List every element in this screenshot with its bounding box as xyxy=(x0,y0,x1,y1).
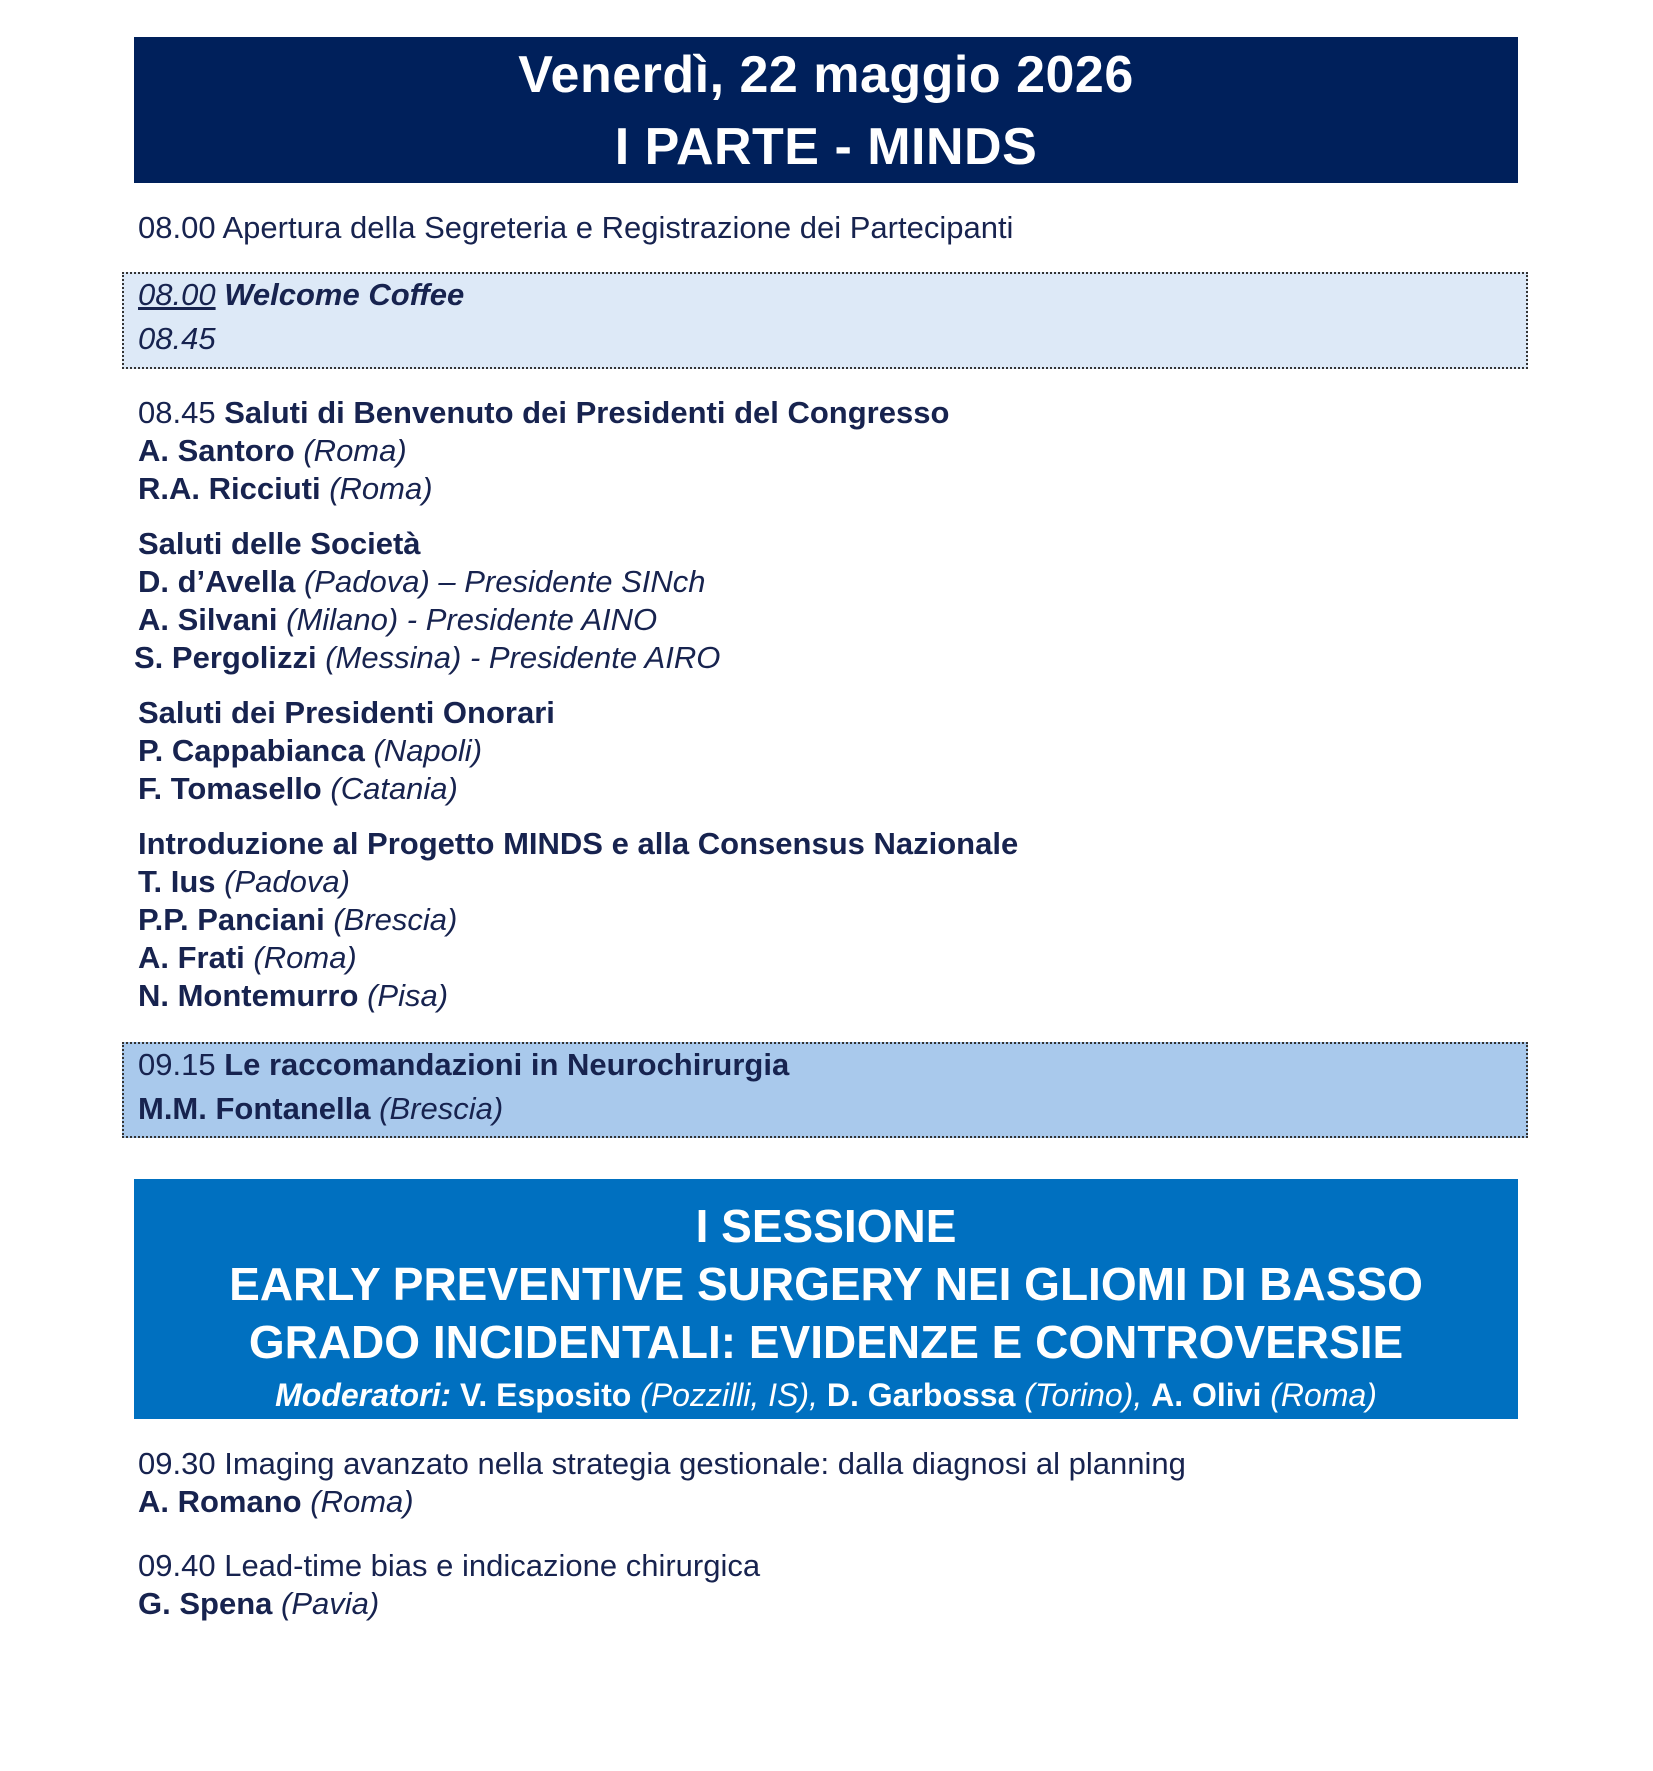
societies-title: Saluti delle Società xyxy=(138,526,421,561)
honorary-title: Saluti dei Presidenti Onorari xyxy=(138,695,555,730)
speaker-line xyxy=(134,639,720,677)
talk-line xyxy=(138,1547,760,1585)
speaker-city: (Napoli) xyxy=(373,733,483,768)
speaker-role: - Presidente AINO xyxy=(398,602,658,637)
talk-time: 09.40 xyxy=(138,1548,216,1583)
speaker-city: (Padova) xyxy=(224,864,350,899)
speaker-line xyxy=(138,470,433,508)
speaker-name: D. d’Avella xyxy=(138,564,296,599)
part-title: I PARTE - MINDS xyxy=(614,118,1038,176)
speaker-city: (Catania) xyxy=(330,771,458,806)
speaker-line xyxy=(138,601,657,639)
speaker-city: (Roma) xyxy=(310,1484,414,1519)
welcome-title: Saluti di Benvenuto dei Presidenti del Congresso xyxy=(224,395,950,430)
speaker-line xyxy=(138,901,457,939)
session-moderators xyxy=(134,1373,1518,1417)
speaker-city: (Messina) xyxy=(325,640,462,675)
speaker-city: (Roma) xyxy=(253,940,357,975)
registration-text: Apertura della Segreteria e Registrazione dei Partecipanti xyxy=(222,210,1014,245)
coffee-line xyxy=(138,276,464,314)
neuro-line xyxy=(138,1046,789,1084)
welcome-line xyxy=(138,394,949,432)
moderator-name: V. Esposito xyxy=(459,1377,632,1413)
neuro-time: 09.15 xyxy=(138,1047,216,1082)
moderator-name: D. Garbossa xyxy=(826,1377,1016,1413)
speaker-city: (Padova) xyxy=(303,564,430,599)
speaker-name: R.A. Ricciuti xyxy=(138,471,321,506)
day-header xyxy=(134,37,1518,183)
coffee-end-line xyxy=(138,320,216,358)
speaker-city: (Roma) xyxy=(329,471,433,506)
moderator-name: A. Olivi xyxy=(1151,1377,1262,1413)
speaker-name: P.P. Panciani xyxy=(138,902,325,937)
session-subtitle-2: GRADO INCIDENTALI: EVIDENZE E CONTROVERSIE xyxy=(248,1316,1404,1368)
session-title: I SESSIONE xyxy=(695,1200,957,1252)
coffee-title: Welcome Coffee xyxy=(224,277,465,312)
speaker-city: (Roma) xyxy=(303,433,407,468)
intro-title: Introduzione al Progetto MINDS e alla Consensus Nazionale xyxy=(138,826,1019,861)
talk-text: Lead-time bias e indicazione chirurgica xyxy=(224,1548,761,1583)
moderator-city: (Torino) xyxy=(1024,1377,1134,1413)
talk-text: Imaging avanzato nella strategia gestionale: dalla diagnosi al planning xyxy=(224,1446,1186,1481)
speaker-city: (Pisa) xyxy=(367,978,449,1013)
speaker-line xyxy=(138,432,407,470)
speaker-name: N. Montemurro xyxy=(138,978,359,1013)
speaker-line xyxy=(138,863,350,901)
moderator-sep: , xyxy=(1133,1377,1152,1413)
coffee-time-end: 08.45 xyxy=(138,321,216,356)
speaker-role: – Presidente SINch xyxy=(429,564,706,599)
speaker-name: S. Pergolizzi xyxy=(134,640,317,675)
moderator-city: (Roma) xyxy=(1270,1377,1377,1413)
coffee-time-start: 08.00 xyxy=(138,277,216,312)
speaker-name: P. Cappabianca xyxy=(138,733,365,768)
speaker-city: (Brescia) xyxy=(333,902,458,937)
speaker-role: - Presidente AIRO xyxy=(461,640,721,675)
welcome-time: 08.45 xyxy=(138,395,216,430)
speaker-line xyxy=(138,732,482,770)
talk-time: 09.30 xyxy=(138,1446,216,1481)
neuro-title: Le raccomandazioni in Neurochirurgia xyxy=(224,1047,790,1082)
speaker-line xyxy=(138,939,357,977)
speaker-line xyxy=(138,1585,379,1623)
registration-time: 08.00 xyxy=(138,210,216,245)
speaker-name: A. Santoro xyxy=(138,433,295,468)
speaker-line xyxy=(138,1090,503,1128)
moderator-city: (Pozzilli, IS) xyxy=(640,1377,810,1413)
speaker-line xyxy=(138,1483,414,1521)
day-date: Venerdì, 22 maggio 2026 xyxy=(518,46,1134,104)
speaker-line xyxy=(138,563,705,601)
speaker-name: T. Ius xyxy=(138,864,216,899)
moderators-label: Moderatori: xyxy=(275,1377,452,1413)
speaker-name: G. Spena xyxy=(138,1586,273,1621)
talk-line xyxy=(138,1445,1186,1483)
session-subtitle-1: EARLY PREVENTIVE SURGERY NEI GLIOMI DI BASSO xyxy=(229,1258,1423,1310)
speaker-city: (Milano) xyxy=(286,602,399,637)
speaker-line xyxy=(138,977,448,1015)
speaker-name: M.M. Fontanella xyxy=(138,1091,371,1126)
speaker-city: (Pavia) xyxy=(281,1586,380,1621)
speaker-name: A. Romano xyxy=(138,1484,302,1519)
speaker-name: A. Silvani xyxy=(138,602,278,637)
session-header xyxy=(134,1179,1518,1419)
moderator-sep: , xyxy=(809,1377,827,1413)
speaker-name: F. Tomasello xyxy=(138,771,322,806)
speaker-line xyxy=(138,770,458,808)
registration-line xyxy=(138,209,1013,247)
speaker-name: A. Frati xyxy=(138,940,245,975)
speaker-city: (Brescia) xyxy=(379,1091,504,1126)
